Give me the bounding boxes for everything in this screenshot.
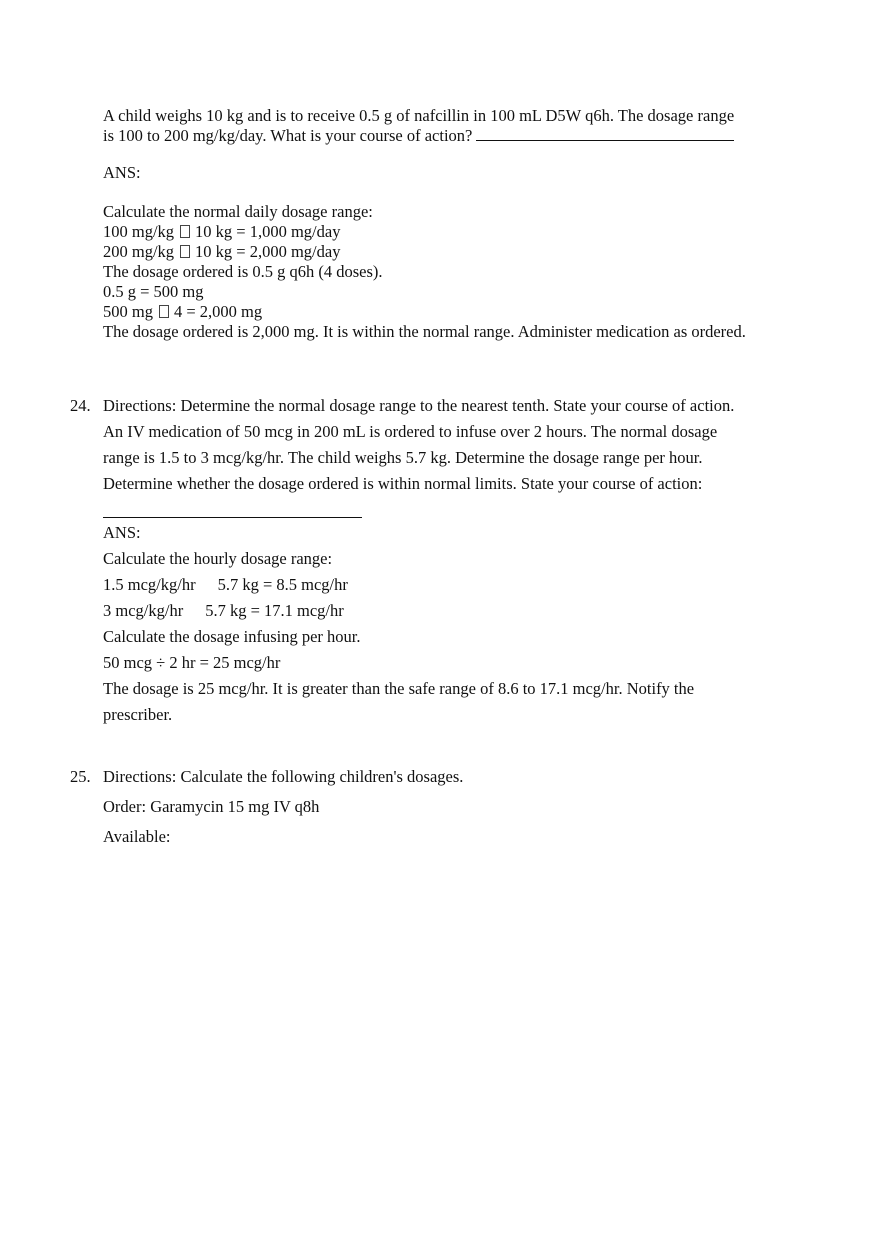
answer-step: 500 mg 4 = 2,000 mg [103, 302, 263, 321]
directions: Directions: Calculate the following children's dosages. [103, 767, 464, 786]
answer-step: 3 mcg/kg/hr 5.7 kg = 17.1 mcg/hr [103, 601, 344, 620]
problem-24-answer [103, 520, 803, 728]
ans-label: ANS: [103, 163, 141, 182]
problem-23 [103, 106, 803, 146]
problem-24 [103, 393, 803, 497]
question-line: is 100 to 200 mg/kg/day. What is your course of action? [103, 126, 803, 146]
question-line: range is 1.5 to 3 mcg/kg/hr. The child weighs 5.7 kg. Determine the dosage range per hour. [103, 448, 703, 467]
problem-23-answer [103, 202, 803, 342]
answer-step: prescriber. [103, 705, 173, 724]
question-line: A child weighs 10 kg and is to receive 0.5 g of nafcillin in 100 mL D5W q6h. The dosage range [103, 106, 735, 125]
multiply-glyph-icon [180, 225, 190, 238]
answer-step: The dosage ordered is 0.5 g q6h (4 doses). [103, 262, 383, 281]
answer-step: Calculate the normal daily dosage range: [103, 202, 373, 221]
answer-step: 200 mg/kg 10 kg = 2,000 mg/day [103, 242, 341, 261]
available-label: Available: [103, 827, 171, 846]
answer-step: 1.5 mcg/kg/hr 5.7 kg = 8.5 mcg/hr [103, 575, 348, 594]
directions: Directions: Determine the normal dosage range to the nearest tenth. State your course of action. [103, 396, 735, 415]
answer-step: The dosage ordered is 2,000 mg. It is within the normal range. Administer medication as ordered. [103, 322, 746, 341]
answer-step: 100 mg/kg 10 kg = 1,000 mg/day [103, 222, 341, 241]
multiply-glyph-icon [159, 305, 169, 318]
answer-step: 50 mcg ÷ 2 hr = 25 mcg/hr [103, 653, 281, 672]
answer-step: Calculate the hourly dosage range: [103, 549, 333, 568]
ans-label: ANS: [103, 523, 141, 542]
answer-step: Calculate the dosage infusing per hour. [103, 627, 361, 646]
order-line: Order: Garamycin 15 mg IV q8h [103, 797, 320, 816]
multiply-glyph-icon [180, 245, 190, 258]
question-line: Determine whether the dosage ordered is within normal limits. State your course of action: [103, 474, 703, 493]
question-number: 25. [70, 767, 91, 786]
question-line: An IV medication of 50 mcg in 200 mL is ordered to infuse over 2 hours. The normal dosage [103, 422, 718, 441]
answer-step: The dosage is 25 mcg/hr. It is greater than the safe range of 8.6 to 17.1 mcg/hr. Notify the [103, 679, 695, 698]
problem-23-ans-label-block [103, 163, 803, 183]
problem-25 [103, 764, 803, 852]
question-number: 24. [70, 396, 91, 415]
answer-blank [476, 126, 734, 141]
answer-blank [103, 517, 362, 518]
answer-step: 0.5 g = 500 mg [103, 282, 204, 301]
